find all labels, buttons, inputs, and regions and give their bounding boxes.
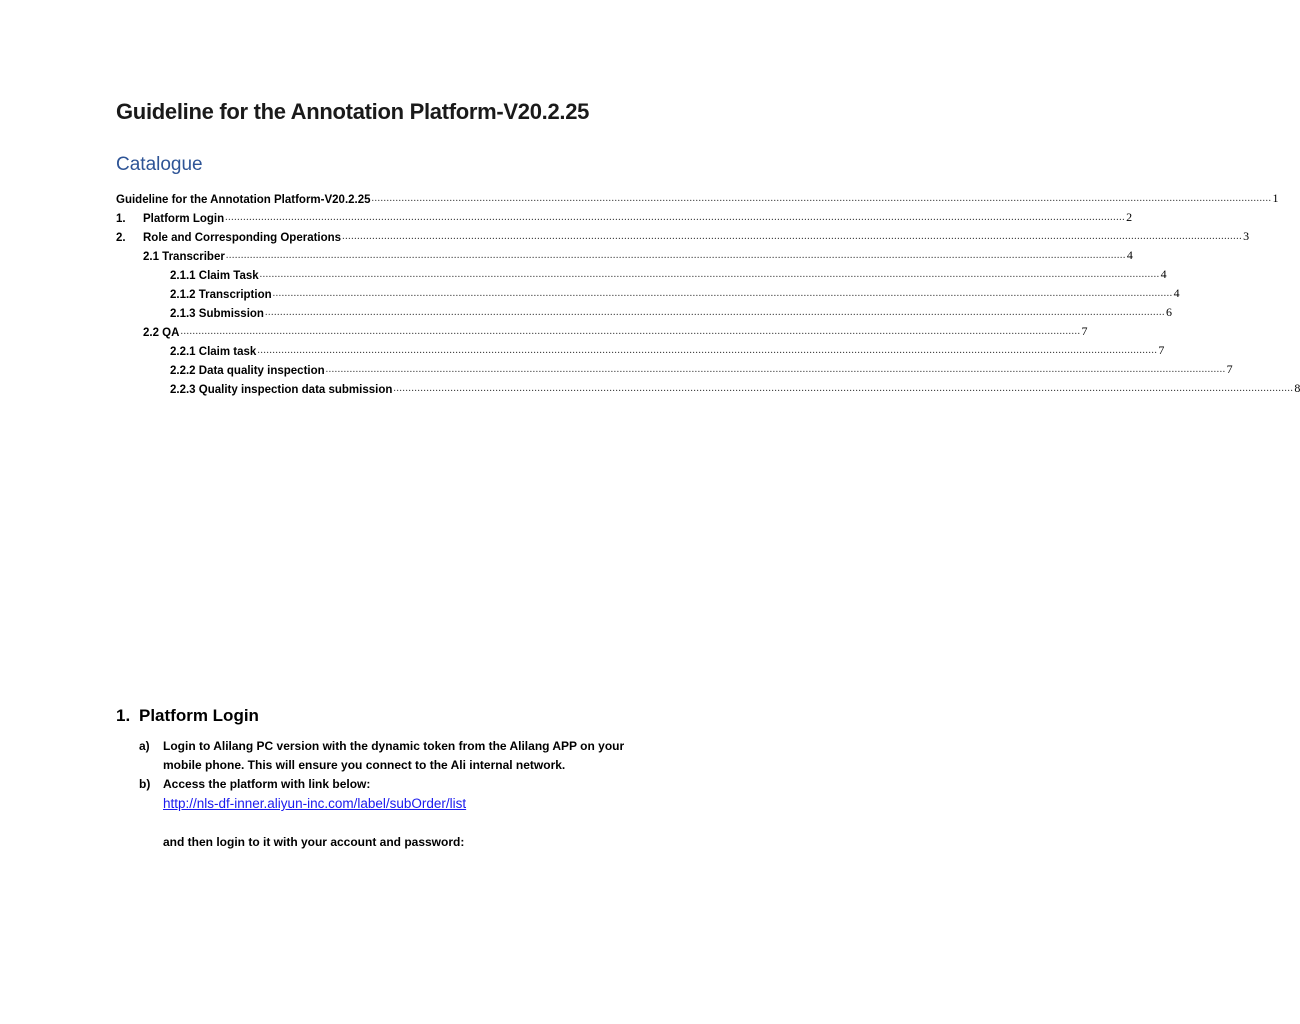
toc-dot-leader: ............................................................................................................................................................................................................................................................................................................ [225,212,1126,223]
toc-dot-leader: ............................................................................................................................................................................................................................................................................................................ [180,326,1081,337]
toc-dot-leader: ............................................................................................................................................................................................................................................................................................................ [225,250,1126,261]
list-item-a-text: Login to Alilang PC version with the dynamic token from the Alilang APP on your mobile phone. This will ensure you connect to the Ali internal network. [163,739,625,772]
toc-entry-label: Platform Login [143,213,225,225]
toc-entry[interactable] [116,320,1088,339]
toc-dot-leader: ............................................................................................................................................................................................................................................................................................................ [371,193,1272,204]
toc-entry[interactable] [116,206,1133,225]
toc-entry-page: 7 [1158,343,1165,357]
toc-entry-page: 6 [1165,305,1172,319]
toc-entry[interactable] [116,358,1233,377]
toc-entry[interactable] [116,301,1172,320]
toc-entry-page: 1 [1272,191,1279,205]
section-1-title: Platform Login [139,706,259,725]
toc-entry-label: Guideline for the Annotation Platform-V20.2.25 [116,194,371,206]
toc-entry-label: 2.1 Transcriber [143,251,225,263]
toc-dot-leader: ............................................................................................................................................................................................................................................................................................................ [342,231,1243,242]
toc-entry-label: 2.1.2 Transcription [170,289,272,301]
list-marker-a: a) [139,739,150,753]
toc-entry[interactable] [116,377,1300,396]
toc-dot-leader: ............................................................................................................................................................................................................................................................................................................ [393,383,1294,394]
toc-entry-page: 7 [1081,324,1088,338]
toc-entry-page: 4 [1160,267,1167,281]
toc-entry-number: 2. [116,232,126,244]
section-1-heading [116,706,259,726]
document-title: Guideline for the Annotation Platform-V20.2.25 [116,99,590,124]
platform-link[interactable]: http://nls-df-inner.aliyun-inc.com/label/subOrder/list [163,796,467,811]
toc-entry-label: 2.1.3 Submission [170,308,264,320]
toc-entry[interactable] [116,263,1167,282]
toc-entry-label: 2.2.2 Data quality inspection [170,365,325,377]
login-instruction: and then login to it with your account and password: [163,835,465,849]
section-1-list [139,737,639,852]
toc-entry-label: 2.2 QA [143,327,180,339]
toc-dot-leader: ............................................................................................................................................................................................................................................................................................................ [259,269,1160,280]
list-item-b [139,775,639,814]
toc-entry-page: 4 [1126,248,1133,262]
toc-dot-leader: ............................................................................................................................................................................................................................................................................................................ [264,307,1165,318]
toc-entry-page: 4 [1173,286,1180,300]
toc-entry-page: 7 [1226,362,1233,376]
toc-entry-label: 2.2.3 Quality inspection data submission [170,384,393,396]
toc-entry-page: 8 [1294,381,1300,395]
section-1-number: 1. [116,706,131,725]
toc-dot-leader: ............................................................................................................................................................................................................................................................................................................ [272,288,1173,299]
toc-entry-page: 3 [1243,229,1250,243]
toc-entry-label: 2.1.1 Claim Task [170,270,259,282]
toc-entry-label: 2.2.1 Claim task [170,346,257,358]
list-marker-b: b) [139,777,151,791]
toc-entry[interactable] [116,282,1180,301]
toc-entry[interactable] [116,244,1133,263]
toc-dot-leader: ............................................................................................................................................................................................................................................................................................................ [325,364,1226,375]
toc-entry-number: 1. [116,213,126,225]
toc-heading: Catalogue [116,154,203,175]
list-item-b-text: Access the platform with link below: [163,777,371,791]
toc-entry[interactable] [116,187,1279,206]
toc-entry-page: 2 [1126,210,1133,224]
toc-entry-label: Role and Corresponding Operations [143,232,342,244]
table-of-contents [116,187,1300,396]
toc-entry[interactable] [116,339,1165,358]
list-item-a [139,737,639,775]
toc-entry[interactable] [116,225,1250,244]
toc-dot-leader: ............................................................................................................................................................................................................................................................................................................ [257,345,1158,356]
